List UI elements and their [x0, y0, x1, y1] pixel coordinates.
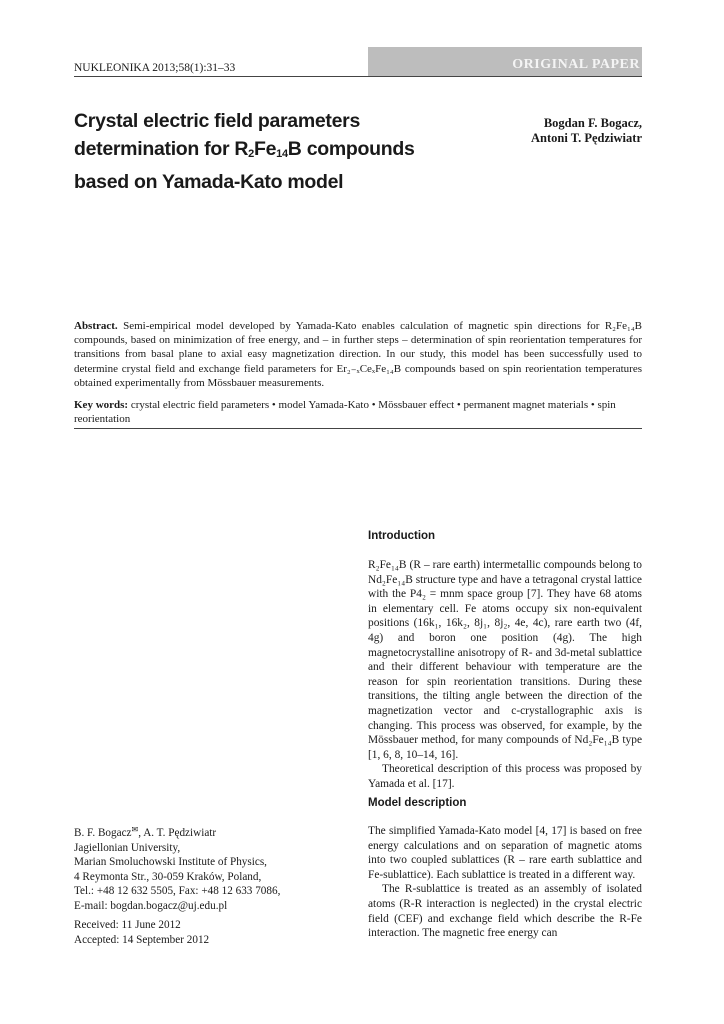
model-paragraph-1: The simplified Yamada-Kato model [4, 17] is based on free energy calculations and on separation of magnetic atoms into two coupled sublattices (R – rare earth sublattice and Fe-sublattice). Each sublattice is treated in a different way. [368, 825, 642, 881]
title-line-3: based on Yamada-Kato model [74, 171, 344, 193]
model-paragraph-2: The R-sublattice is treated as an assembly of isolated atoms (R-R interaction is neglected) in the crystal electric field (CEF) and exchange field which describe the R-Fe interaction. The magnetic free energy can [368, 883, 642, 940]
affiliation-line: Tel.: +48 12 632 5505, Fax: +48 12 633 7086, [74, 885, 281, 898]
model-description-body [368, 824, 642, 941]
author-2: Antoni T. Pędziwiatr [531, 131, 642, 145]
affiliation-line: Marian Smoluchowski Institute of Physics, [74, 856, 267, 869]
journal-citation: NUKLEONIKA 2013;58(1):31–33 [74, 62, 236, 74]
affiliation-line: Jagiellonian University, [74, 841, 181, 854]
abstract-label: Abstract. [74, 320, 118, 332]
title-line-1: Crystal electric field parameters [74, 110, 360, 132]
header-rule [74, 76, 642, 77]
keywords [74, 398, 642, 426]
article-type-badge: ORIGINAL PAPER [368, 47, 642, 76]
title-line-2: determination for $R_2Fe_{14}B$ compounds [74, 138, 415, 160]
keywords-text: crystal electric field parameters • model Yamada-Kato • Mössbauer effect • permanent magnet materials • spin reorientation [74, 399, 616, 426]
affiliation-line: 4 Reymonta Str., 30-059 Kraków, Poland, [74, 870, 262, 883]
author-1: Bogdan F. Bogacz, [543, 116, 642, 130]
affiliation-authors: B. F. Bogacz✉, A. T. Pędziwiatr [74, 825, 217, 839]
abstract [74, 319, 642, 390]
introduction-paragraph-2: Theoretical description of this process was proposed by Yamada et al. [17]. [368, 763, 642, 790]
keywords-label: Key words: [74, 399, 129, 411]
accepted-date: Accepted: 14 September 2012 [74, 933, 210, 946]
received-date: Received: 11 June 2012 [74, 919, 181, 931]
envelope-icon: ✉ [131, 825, 139, 834]
affiliation-block [74, 823, 334, 914]
introduction-paragraph-1: R₂Fe₁₄B (R – rare earth) intermetallic compounds belong to Nd₂Fe₁₄B structure type and have a tetragonal crystal lattice with the P4₂ = mnm space group [7]. They have 68 atoms in elementary cell. Fe atoms occupy six non-equivalent positions (16k₁, 16k₂, 8j₁, 8j₂, 4e, 4c), rare earth two (4f, 4g) and boron one position (4g). The high magnetocrystalline anisotropy of R- and 3d-metal sublattice and their different behaviour with temperature are the reason for spin reorientation transitions. During these transitions, the tilting angle between the direction of the magnetization vector and c-crystallographic axis is changing. This process was observed, for example, by the Mössbauer method, for many compounds of Nd₂Fe₁₄B type [1, 6, 8, 10–14, 16]. [368, 559, 642, 761]
keywords-rule [74, 428, 642, 429]
introduction-body [368, 558, 642, 792]
abstract-text: Semi-empirical model developed by Yamada-Kato enables calculation of magnetic spin directions for R₂Fe₁₄B compounds, based on minimization of free energy, and – in further steps – determination of spin reorientation temperatures for transitions from basal plane to axial easy magnetization direction. In our study, this model has been successfully used to determine crystal field and exchange field parameters for Er₂₋ₓCeₓFe₁₄B compounds based on spin reorientation temperatures obtained experimentally from Mössbauer measurements. [74, 320, 642, 389]
introduction-heading: Introduction [368, 530, 436, 542]
model-description-heading: Model description [368, 797, 467, 809]
article-title [74, 107, 434, 196]
article-dates [74, 918, 334, 947]
author-list [531, 116, 642, 146]
affiliation-email[interactable]: E-mail: bogdan.bogacz@uj.edu.pl [74, 899, 228, 912]
